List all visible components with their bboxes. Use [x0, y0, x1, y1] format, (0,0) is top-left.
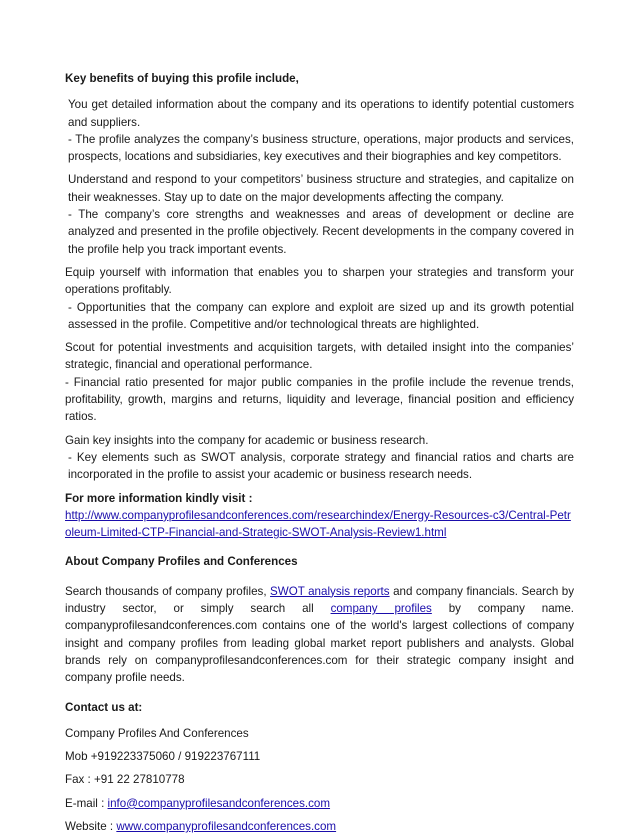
contact-fax: Fax : +91 22 27810778: [65, 773, 185, 787]
benefit-detail-5: - Key elements such as SWOT analysis, corporate strategy and financial ratios and charts are incorporated in the profile to assist your academic or business research needs.: [68, 450, 574, 482]
company-profiles-link[interactable]: company profiles: [330, 602, 432, 616]
contact-company-name: Company Profiles And Conferences: [65, 726, 249, 740]
benefit-paragraph-1: You get detailed information about the company and its operations to identify potential customers and suppliers.: [68, 98, 574, 129]
benefit-detail-2: - The company’s core strengths and weaknesses and areas of development or decline are analyzed and presented in the profile objectively. Recent developments in the company covered in the profile help you track important events.: [68, 208, 574, 256]
contact-website-row: [65, 818, 574, 835]
profile-url-link[interactable]: http://www.companyprofilesandconferences.com/researchindex/Energy-Resources-c3/Central-Petroleum-Limited-CTP-Financial-and-Strategic-SWOT-Analysis-Review1.html: [65, 508, 571, 540]
about-heading: About Company Profiles and Conferences: [65, 555, 298, 569]
website-link[interactable]: www.companyprofilesandconferences.com: [116, 819, 337, 833]
benefit-paragraph-5: Gain key insights into the company for academic or business research.: [65, 433, 429, 447]
email-label: E-mail :: [65, 796, 108, 810]
benefit-detail-4: - Financial ratio presented for major public companies in the profile include the revenue trends, profitability, growth, margins and returns, liquidity and leverage, financial position and efficiency ratios.: [65, 375, 574, 424]
email-link[interactable]: info@companyprofilesandconferences.com: [107, 796, 331, 810]
website-label: Website :: [65, 819, 117, 833]
benefit-paragraph-3: Equip yourself with information that enables you to sharpen your strategies and transform your operations profitably.: [65, 265, 574, 297]
benefit-detail-1: - The profile analyzes the company’s business structure, operations, major products and services, prospects, locations and subsidiaries, key executives and their biographies and key competitors.: [68, 132, 574, 164]
contact-mobile: Mob +919223375060 / 919223767111: [65, 750, 261, 764]
contact-email-row: [65, 795, 574, 812]
about-text-1: Search thousands of company profiles,: [65, 584, 271, 598]
key-benefits-heading: Key benefits of buying this profile include,: [65, 72, 299, 85]
swot-reports-link[interactable]: SWOT analysis reports: [270, 584, 390, 598]
more-info-heading: For more information kindly visit :: [65, 491, 253, 505]
about-paragraph: [65, 583, 574, 687]
contact-heading: Contact us at:: [65, 700, 143, 714]
about-text-2: and company financials. Search by industry sector, or simply search all: [65, 584, 575, 616]
more-info-link-wrap: [65, 507, 574, 542]
benefit-paragraph-2: Understand and respond to your competitors’ business structure and strategies, and capitalize on their weaknesses. Stay up to date on the major developments affecting the company.: [68, 173, 574, 204]
benefit-detail-3: - Opportunities that the company can explore and exploit are sized up and its growth potential assessed in the profile. Competitive and/or technological threats are highlighted.: [68, 300, 574, 331]
about-text-3: by company name. companyprofilesandconferences.com contains one of the world's largest collections of company insight and company profiles from leading global market report publishers and analysts. Global brands rely on companyprofilesandconferences.com for their strategic company insight and company profile needs.: [65, 602, 574, 685]
benefit-paragraph-4: Scout for potential investments and acquisition targets, with detailed insight into the companies’ strategic, financial and operational performance.: [65, 341, 574, 372]
